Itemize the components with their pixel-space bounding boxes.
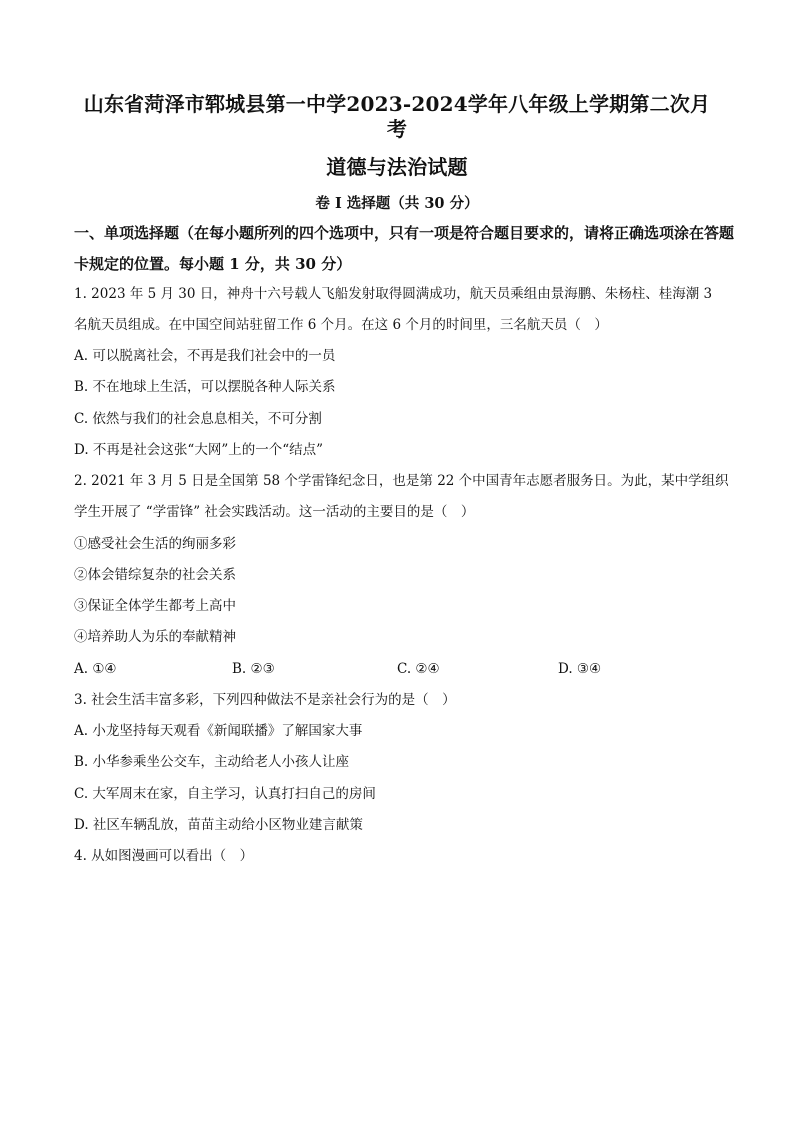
q2-option-d: D. ③④ <box>558 661 602 677</box>
q2-item-1: ①感受社会生活的绚丽多彩 <box>74 536 236 552</box>
q2-item-2: ②体会错综复杂的社会关系 <box>74 567 236 583</box>
q1-option-b: B. 不在地球上生活，可以摆脱各种人际关系 <box>74 379 336 395</box>
q3-option-b: B. 小华参乘坐公交车，主动给老人小孩人让座 <box>74 754 350 770</box>
q2-item-3: ③保证全体学生都考上高中 <box>74 598 236 614</box>
q4-stem: 4. 从如图漫画可以看出（ ） <box>74 848 254 864</box>
q1-stem-line1: 1. 2023 年 5 月 30 日，神舟十六号载人飞船发射取得圆满成功，航天员乘组由景海鹏、朱杨柱、桂海潮 3 <box>74 286 713 302</box>
q1-stem-line2: 名航天员组成。在中国空间站驻留工作 6 个月。在这 6 个月的时间里，三名航天员（ ） <box>74 317 608 333</box>
q3-option-d: D. 社区车辆乱放，苗苗主动给小区物业建言献策 <box>74 817 363 833</box>
section-instructions: 一、单项选择题（在每小题所列的四个选项中，只有一项是符合题目要求的，请将正确选项涂在答题卡规定的位置。每小题 1 分，共 30 分） <box>74 224 735 273</box>
q2-stem-line2: 学生开展了 “学雷锋” 社会实践活动。这一活动的主要目的是（ ） <box>74 504 475 520</box>
q1-option-a: A. 可以脱离社会，不再是我们社会中的一员 <box>74 348 336 364</box>
q1-option-c: C. 依然与我们的社会息息相关，不可分割 <box>74 411 322 427</box>
exam-title-line2: 考 <box>386 117 408 141</box>
q2-stem-line1: 2. 2021 年 3 月 5 日是全国第 58 个学雷锋纪念日，也是第 22 个中国青年志愿者服务日。为此，某中学组织 <box>74 473 729 489</box>
subject-title: 道德与法治试题 <box>326 155 468 179</box>
q2-item-4: ④培养助人为乐的奉献精神 <box>74 629 236 645</box>
q3-option-a: A. 小龙坚持每天观看《新闻联播》了解国家大事 <box>74 723 363 739</box>
section-heading: 卷 I 选择题（共 30 分） <box>315 195 479 212</box>
q2-option-c: C. ②④ <box>397 661 440 677</box>
exam-title-line1: 山东省菏泽市郓城县第一中学2023-2024学年八年级上学期第二次月 <box>83 92 711 116</box>
q2-option-a: A. ①④ <box>74 661 117 677</box>
q2-option-b: B. ②③ <box>232 661 275 677</box>
q1-option-d: D. 不再是社会这张“大网”上的一个“结点” <box>74 442 324 458</box>
q3-stem: 3. 社会生活丰富多彩，下列四种做法不是亲社会行为的是（ ） <box>74 692 456 708</box>
q3-option-c: C. 大军周末在家，自主学习，认真打扫自己的房间 <box>74 786 376 802</box>
